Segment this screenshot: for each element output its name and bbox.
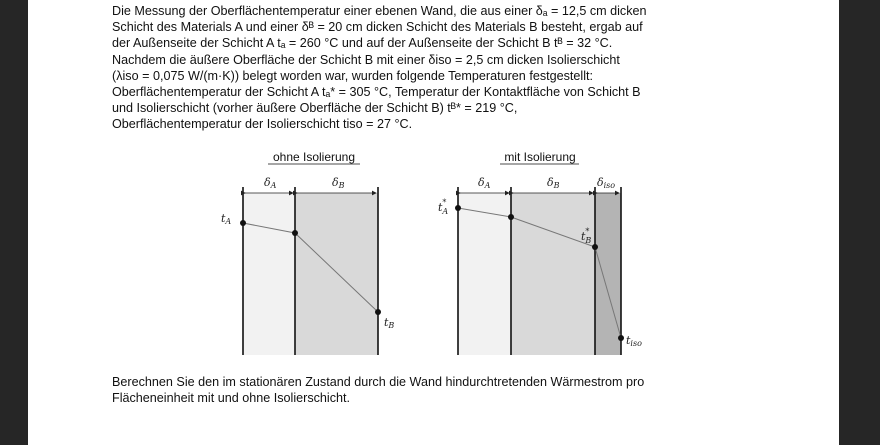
- label-delta-a: δA: [264, 176, 277, 190]
- label-delta-iso: δiso: [597, 176, 616, 190]
- point-t-a: [240, 220, 246, 226]
- layer-b: [511, 193, 595, 355]
- label-delta-a: δA: [478, 176, 491, 190]
- paragraph-line: (λiso = 0,075 W/(m·K)) belegt worden war, wurden folgende Temperaturen festgestellt:: [112, 68, 594, 83]
- figure-title: mit Isolierung: [504, 150, 576, 164]
- label-delta-b: δB: [332, 176, 345, 190]
- label-t-b: tB: [384, 316, 395, 330]
- paragraph-line: der Außenseite der Schicht A tₐ = 260 °C und auf der Außenseite der Schicht B tᴮ = 32 °C.: [112, 36, 613, 51]
- question-line: Berechnen Sie den im stationären Zustand durch die Wand hindurchtretenden Wärmestrom pro: [112, 375, 645, 389]
- layer-b: [295, 193, 378, 355]
- label-t-iso: tiso: [626, 334, 642, 348]
- layer-a: [243, 193, 295, 355]
- layer-a: [458, 193, 511, 355]
- label-delta-b: δB: [547, 176, 560, 190]
- point-t-b: [375, 309, 381, 315]
- point-t-iso: [618, 335, 624, 341]
- paragraph-line: Die Messung der Oberflächentemperatur einer ebenen Wand, die aus einer δₐ = 12,5 cm dicken: [112, 4, 647, 18]
- point-interface: [292, 230, 298, 236]
- paragraph-line: Oberflächentemperatur der Isolierschicht tiso = 27 °C.: [112, 117, 413, 132]
- task-question: [112, 374, 644, 406]
- figure-ohne-isolierung: [221, 150, 394, 355]
- paragraph-line: Oberflächentemperatur der Schicht A tₐ* = 305 °C, Temperatur der Kontaktfläche von Schicht B: [112, 85, 641, 100]
- label-t-a: tA: [221, 212, 232, 226]
- point-t-b-star: [592, 244, 598, 250]
- paragraph-line: und Isolierschicht (vorher äußere Oberfläche der Schicht B) tᴮ* = 219 °C,: [112, 101, 518, 116]
- question-line: Flächeneinheit mit und ohne Isolierschicht.: [112, 391, 351, 406]
- paragraph-line: Schicht des Materials A und einer δᴮ = 20 cm dicken Schicht des Materials B besteht, ergab auf: [112, 20, 643, 35]
- figure-title: ohne Isolierung: [272, 150, 356, 164]
- label-t-b-star: t* B: [581, 227, 592, 245]
- label-t-a-star: t* A: [438, 198, 449, 216]
- layer-iso: [595, 193, 621, 355]
- figure-mit-isolierung: [438, 150, 642, 355]
- paragraph-line: Nachdem die äußere Oberfläche der Schicht B mit einer δiso = 2,5 cm dicken Isolierschicht: [112, 52, 620, 67]
- point-t-a-star: [455, 205, 461, 211]
- point-interface: [508, 214, 514, 220]
